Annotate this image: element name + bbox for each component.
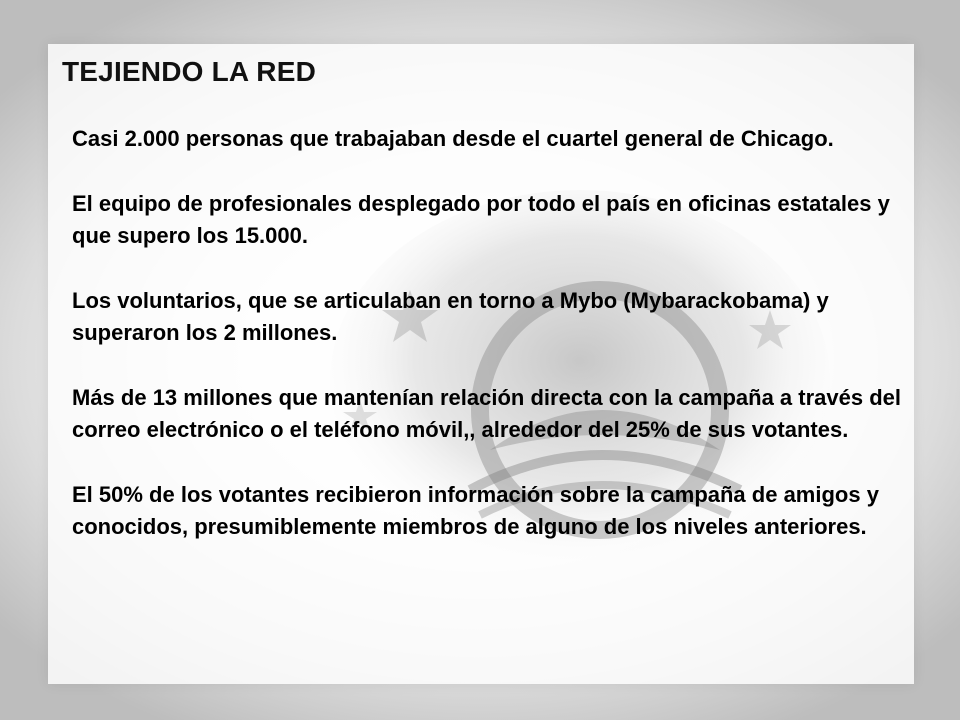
slide-title: TEJIENDO LA RED — [62, 56, 316, 87]
slide-body — [72, 123, 932, 576]
paragraph-voters: El 50% de los votantes recibieron información sobre la campaña de amigos y conocidos, presumiblemente miembros de alguno de los niveles anteriores. — [72, 482, 879, 539]
paragraph-contacts: Más de 13 millones que mantenían relación directa con la campaña a través del correo electrónico o el teléfono móvil,, alrededor del 25% de sus votantes. — [72, 385, 901, 442]
paragraph-volunteers: Los voluntarios, que se articulaban en torno a Mybo (Mybarackobama) y superaron los 2 millones. — [72, 288, 829, 345]
paragraph-headquarters: Casi 2.000 personas que trabajaban desde el cuartel general de Chicago. — [72, 126, 834, 151]
paragraph-professionals: El equipo de profesionales desplegado por todo el país en oficinas estatales y que supero los 15.000. — [72, 191, 890, 248]
